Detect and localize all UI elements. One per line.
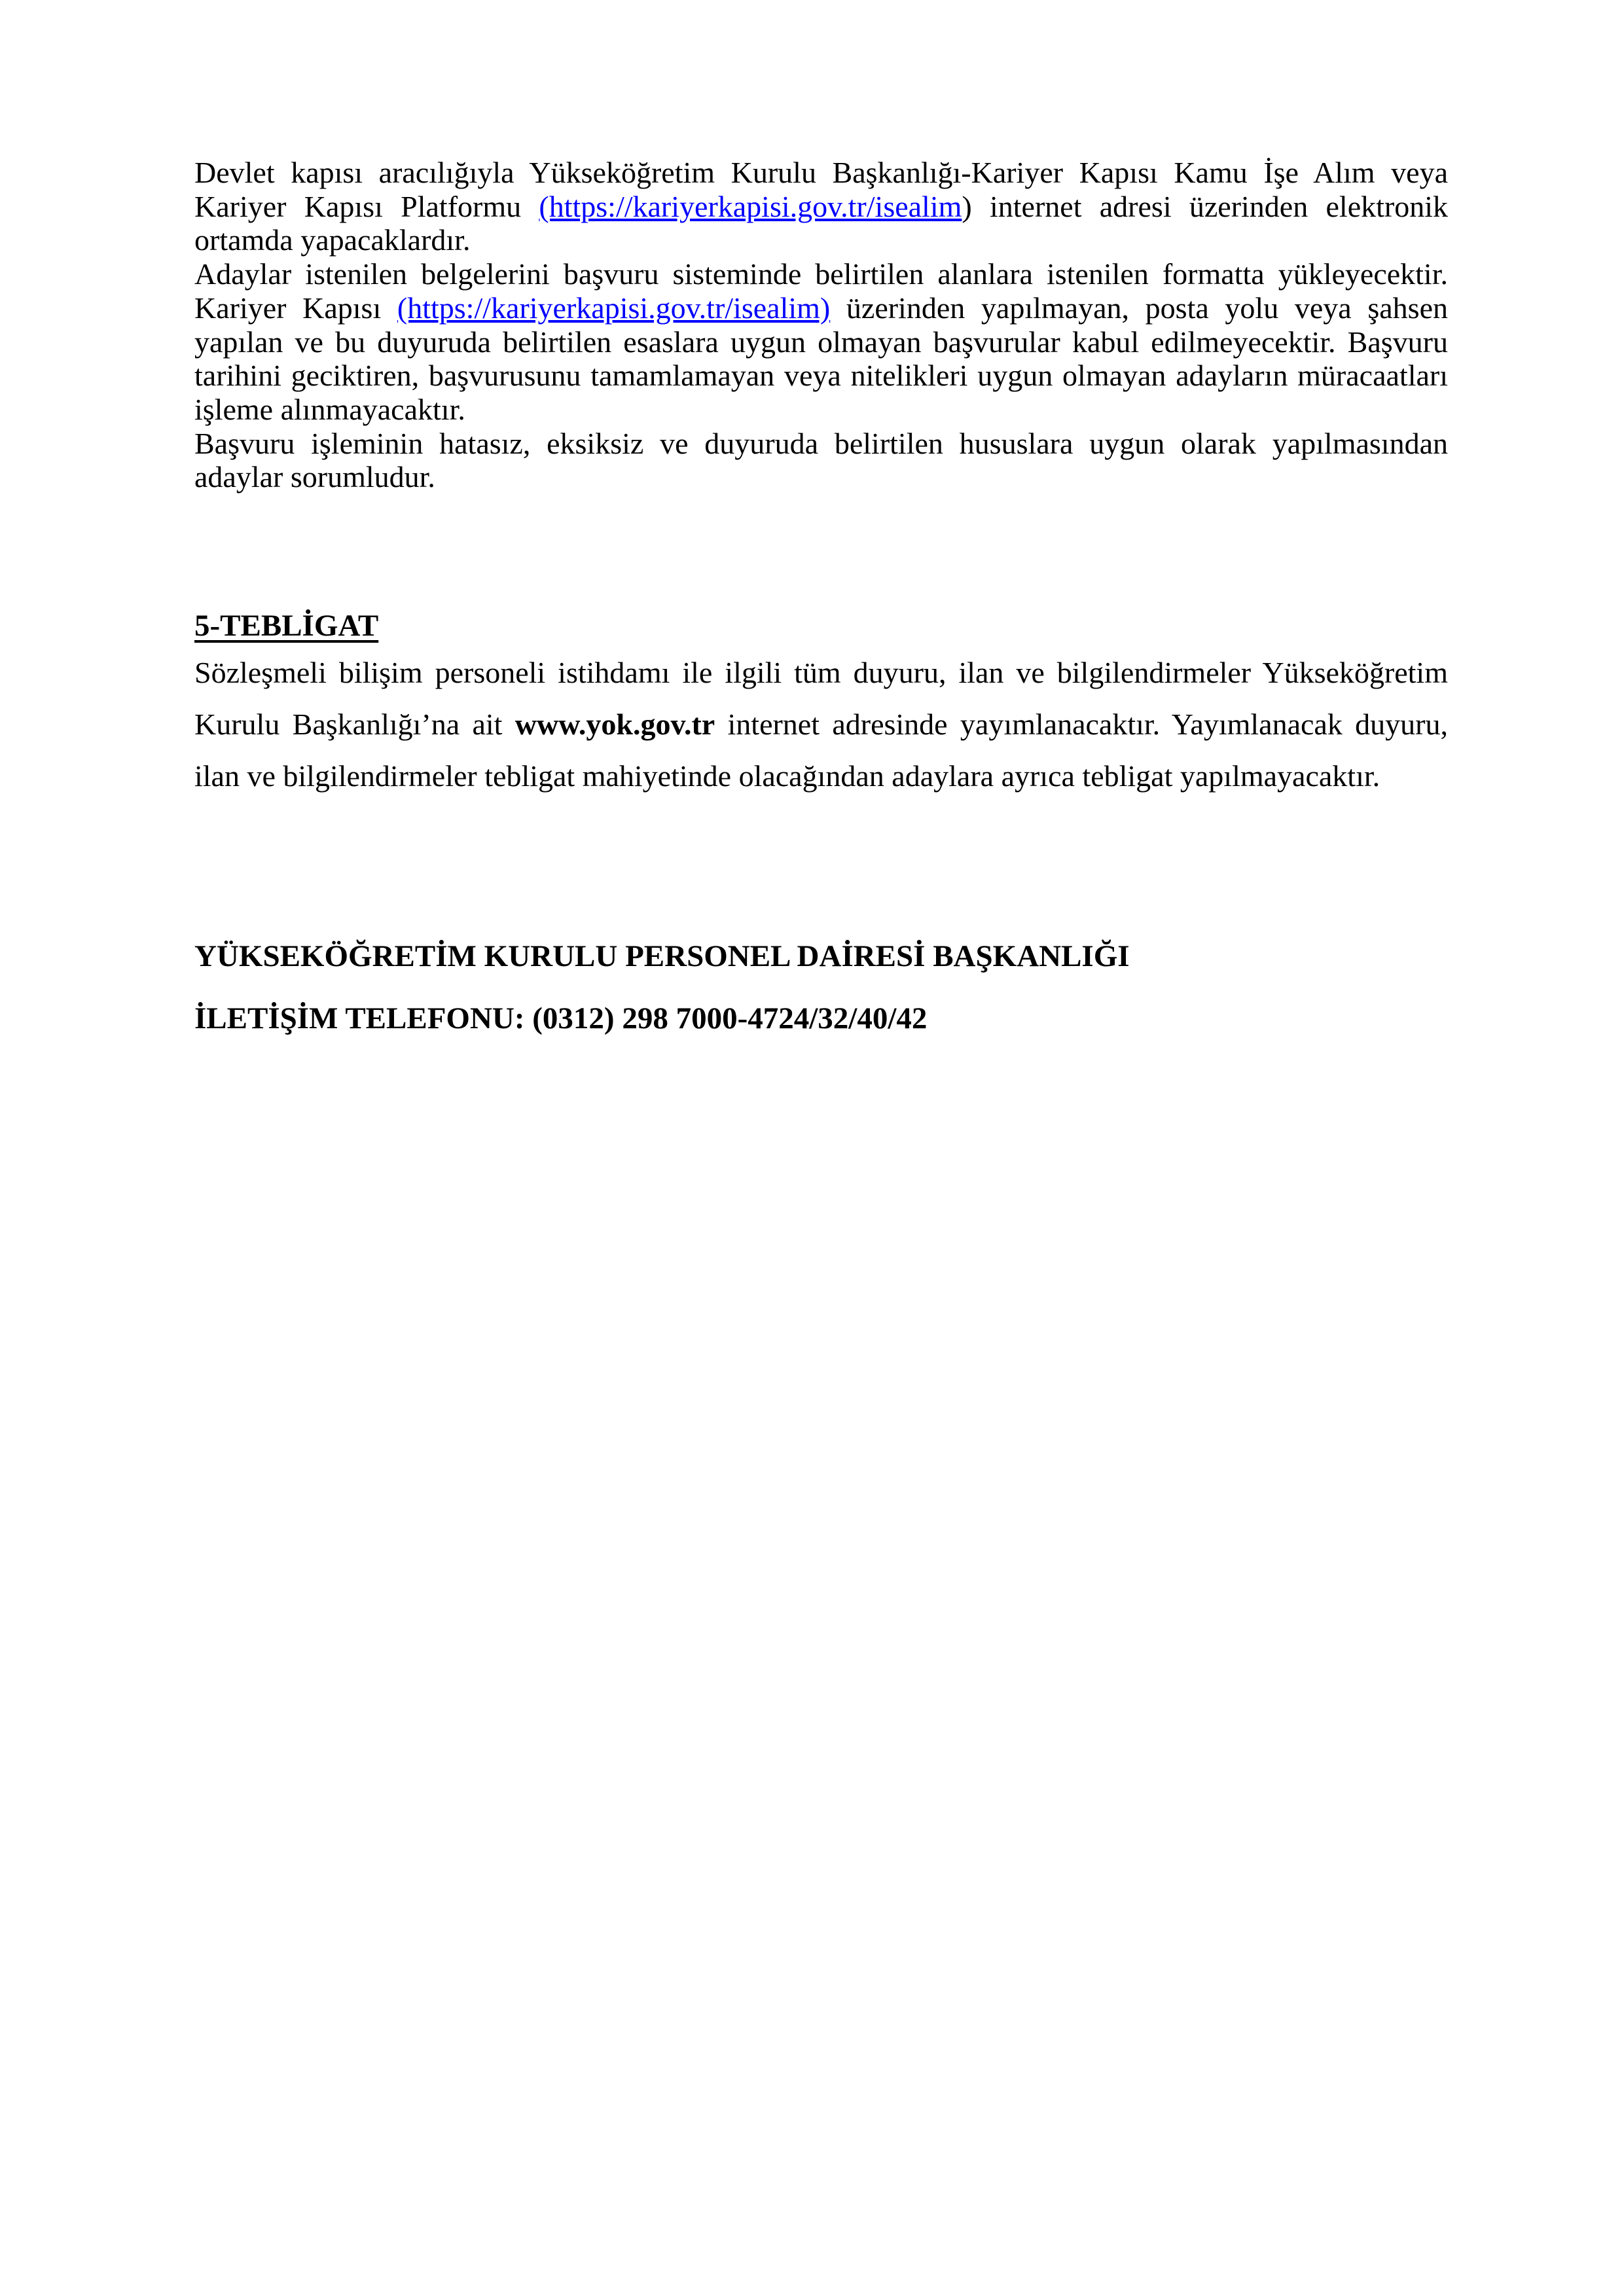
paragraph-text: internet adresinde yayımlanacaktır. Yayımlanacak duyuru, ilan ve bilgilendirmeler tebligat mahiyetinde olacağından adaylara ayrıca tebligat yapılmayacaktır. (194, 708, 1448, 793)
paragraph-application-method (194, 156, 1448, 257)
paragraph-required-documents (194, 257, 1448, 427)
kariyer-kapisi-link-2[interactable]: (https://kariyerkapisi.gov.tr/isealim) (397, 291, 831, 325)
paragraph-tebligat (194, 647, 1448, 802)
yok-website-text: www.yok.gov.tr (514, 708, 715, 741)
contact-phone-line: İLETİŞİM TELEFONU: (0312) 298 7000-4724/32/40/42 (194, 1001, 928, 1035)
paragraph-applicant-responsibility (194, 427, 1448, 494)
paragraph-text: ) internet adresi üzerinden elektronik ortamda yapacaklardır. (194, 189, 1448, 257)
section-heading-tebligat: 5-TEBLİGAT (194, 609, 379, 643)
kariyer-kapisi-link-1[interactable]: (https://kariyerkapisi.gov.tr/isealim (539, 189, 962, 223)
paragraph-text: Başvuru işleminin hatasız, eksiksiz ve duyuruda belirtilen hususlara uygun olarak yapılmasından adaylar sorumludur. (194, 426, 1448, 494)
signature-department-line: YÜKSEKÖĞRETİM KURULU PERSONEL DAİRESİ BAŞKANLIĞI (194, 939, 1130, 973)
paragraph-text: Devlet kapısı aracılığıyla Yükseköğretim Kurulu Başkanlığı-Kariyer Kapısı Kamu İşe Alım veya Kariyer Kapısı Platformu (194, 156, 1448, 223)
paragraph-text: Sözleşmeli bilişim personeli istihdamı ile ilgili tüm duyuru, ilan ve bilgilendirmeler Yükseköğretim Kurulu Başkanlığı’na ait (194, 656, 1448, 741)
main-text-block (194, 156, 1448, 494)
paragraph-text: üzerinden yapılmayan, posta yolu veya şahsen yapılan ve bu duyuruda belirtilen esaslara uygun olmayan başvurular kabul edilmeyecektir. Başvuru tarihini geciktiren, başvurusunu tamamlamayan veya nitelikleri uygun olmayan adayların müracaatları işleme alınmayacaktır. (194, 291, 1448, 426)
paragraph-text: Adaylar istenilen belgelerini başvuru sisteminde belirtilen alanlara istenilen formatta yükleyecektir. Kariyer Kapısı (194, 257, 1448, 325)
